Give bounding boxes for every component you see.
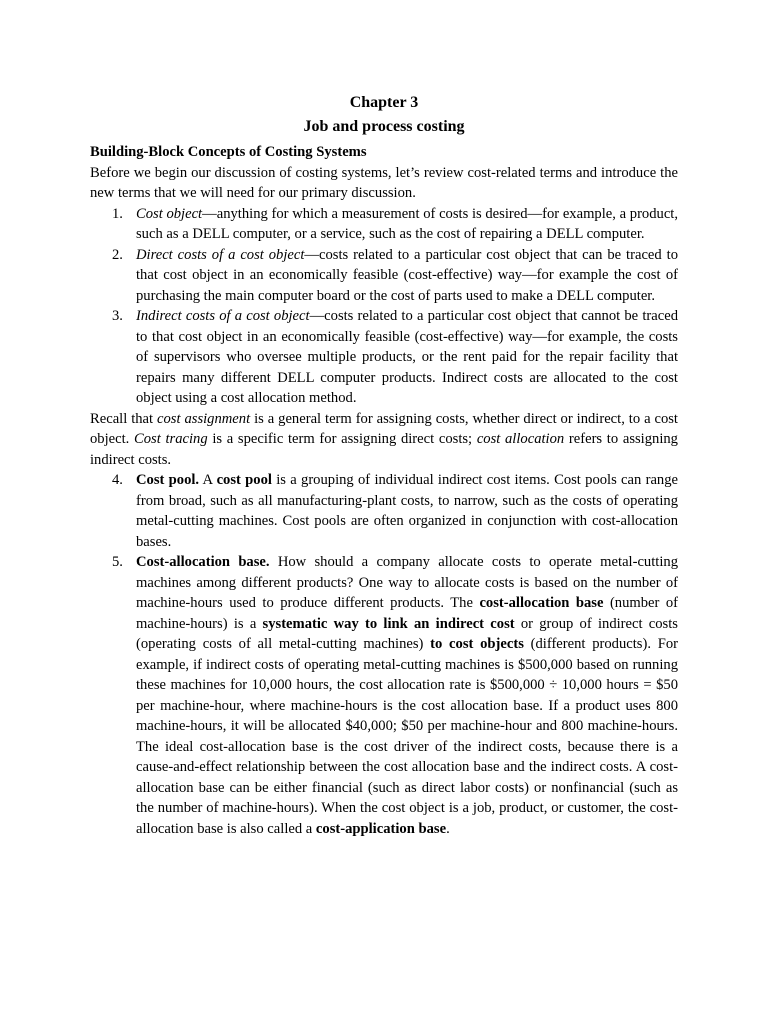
recall-paragraph xyxy=(90,409,678,471)
recall-text: Recall that xyxy=(90,410,158,427)
chapter-label: Chapter 3 xyxy=(349,94,419,111)
definition-list xyxy=(90,204,678,409)
item-text: is a grouping of individual indirect cost items. Cost pools can range from broad, such as all manufacturing-plant costs, to narrow, such as the costs of operating metal-cutting machines. Cost pools are often organized in conjunction with cost-allocation bases. xyxy=(136,472,679,550)
term-heading: Cost pool. xyxy=(136,472,200,488)
list-item xyxy=(90,470,678,552)
concept-list xyxy=(90,470,678,839)
definition-term: Indirect costs of a cost object xyxy=(136,308,310,324)
definition-term: Direct costs of a cost object xyxy=(136,246,305,263)
list-item xyxy=(90,245,678,307)
definition-text: —costs related to a particular cost object that can be traced to that cost object in an economically feasible (cost-effective) way—for example the cost of purchasing the main computer board or the cost of parts used to make a DELL computer. xyxy=(136,246,678,304)
definition-text: —anything for which a measurement of costs is desired—for example, a product, such as a DELL computer, or a service, such as the cost of repairing a DELL computer. xyxy=(136,205,678,242)
item-text: or group of indirect costs (operating costs of all metal-cutting machines) xyxy=(136,615,678,652)
chapter-title: Job and process costing xyxy=(303,118,465,135)
bold-term: systematic way to link an indirect cost xyxy=(262,615,515,632)
term-cost-allocation: cost allocation xyxy=(476,431,565,447)
recall-text: refers to assigning indirect costs. xyxy=(90,431,678,468)
bold-term: cost-application base xyxy=(315,820,447,837)
list-item xyxy=(90,204,678,245)
item-text: . xyxy=(446,820,450,837)
term-cost-tracing: Cost tracing xyxy=(134,431,208,447)
item-text: (different products). For example, if indirect costs of operating metal-cutting machines is $500,000 based on running these machines for 10,000 hours, the cost allocation rate is $500,000 ÷ 10,000 hours = $50 per machine-hour, where machine-hours is the cost allocation base. If a product uses 800 machine-hours, it will be allocated $40,000; $50 per machine-hour and 800 machine-hours. The ideal cost-allocation base is the cost driver of the indirect costs, because there is a cause-and-effect relationship between the cost allocation base and the indirect costs. A cost-allocation base can be either financial (such as direct labor costs) or nonfinancial (such as the number of machine-hours). When the cost object is a job, product, or customer, the cost-allocation base is also called a xyxy=(136,636,678,837)
definition-text: —costs related to a particular cost object that cannot be traced to that cost object in an economically feasible (cost-effective) way—for example, the costs of supervisors who oversee multiple products, or the rent paid for the repair facility that repairs many different DELL computer products. Indirect costs are allocated to the cost object using a cost allocation method. xyxy=(136,308,678,406)
recall-text: is a specific term for assigning direct costs; xyxy=(207,431,477,447)
list-number: 5. xyxy=(112,554,123,570)
term-cost-assignment: cost assignment xyxy=(157,410,251,427)
list-item xyxy=(90,552,678,839)
list-number: 4. xyxy=(112,472,123,488)
section-heading: Building-Block Concepts of Costing Systems xyxy=(90,144,367,160)
item-text: A xyxy=(199,472,217,488)
bold-term: cost-allocation base xyxy=(479,595,604,611)
item-text: (number of machine-hours) is a xyxy=(136,595,679,632)
recall-text: is a general term for assigning costs, whether direct or indirect, to a cost object. xyxy=(90,410,678,447)
term-heading: Cost-allocation base. xyxy=(136,554,270,570)
list-number: 3. xyxy=(112,308,123,324)
list-item xyxy=(90,306,678,409)
bold-term: to cost objects xyxy=(430,636,524,652)
bold-term: cost pool xyxy=(216,472,272,488)
document-page xyxy=(90,92,678,839)
list-number: 2. xyxy=(112,246,123,263)
definition-term: Cost object xyxy=(136,205,203,222)
list-number: 1. xyxy=(112,205,123,222)
item-text: How should a company allocate costs to operate metal-cutting machines among different products? One way to allocate costs is based on the number of machine-hours used to produce different products. The xyxy=(136,554,678,611)
intro-paragraph: Before we begin our discussion of costing systems, let’s review cost-related terms and introduce the new terms that we will need for our primary discussion. xyxy=(90,164,678,201)
